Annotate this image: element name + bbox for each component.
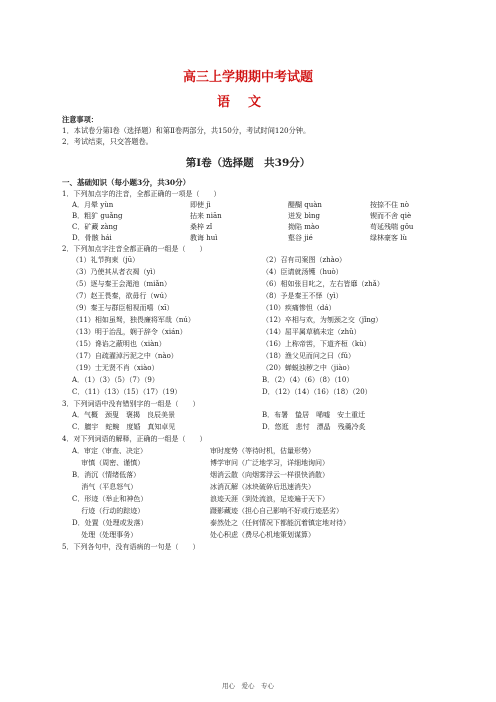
- notes-item: 1．本试卷分第Ⅰ卷（选择题）和第Ⅱ卷两部分，共150分，考试时间120分钟。: [62, 126, 311, 135]
- term-cell: B．消沉（情绪低落）: [72, 471, 141, 479]
- term-cell: A．审定（审查、决定）: [72, 447, 148, 455]
- item-cell: （11）相如虽驽，独畏廉将军哉（nú）: [72, 316, 195, 324]
- question-5-stem: 5．下列各句中，没有语病的一句是（ ）: [62, 543, 200, 551]
- question-4-stem: 4．对下列词语的解释，正确的一组是（ ）: [62, 435, 207, 443]
- option-cell: 教诲 huì: [190, 234, 218, 242]
- item-cell: （4）臣请就汤镬（huò）: [262, 268, 343, 276]
- option-cell: A．月晕 yùn: [72, 201, 114, 209]
- item-cell: （6）相如张目叱之，左右皆靡（zhǎ）: [262, 280, 384, 288]
- term-cell: 消气（平息怒气）: [72, 483, 138, 491]
- option-cell: 拗陷 mào: [288, 223, 320, 231]
- definition-cell: 处心积虑（费尽心机地策划谋算）: [210, 531, 315, 539]
- term-cell: 审慎（周密、谨慎）: [72, 459, 145, 467]
- option-cell: 拈来 niān: [190, 212, 222, 220]
- option-cell: 迸发 bìng: [288, 212, 320, 220]
- answer-option: B．（2）（4）（6）（8）（10）: [262, 376, 354, 384]
- item-cell: （5）逐与秦王会渑池（miǎn）: [72, 280, 172, 288]
- item-cell: （10）疾痛惨怛（dá）: [262, 304, 336, 312]
- part-one-heading: 第Ⅰ卷（选择题 共39分）: [185, 157, 311, 169]
- definition-cell: 烟消云散（向烟雾浮云一样很快消散）: [210, 471, 329, 479]
- definition-cell: 审时度势（等待时机，估量形势）: [210, 447, 315, 455]
- term-cell: 行迹（行动的踪迹）: [72, 507, 145, 515]
- question-1-stem: 1．下列加点字的注音，全都正确的一项是（ ）: [62, 190, 221, 198]
- term-cell: D．处置（处理或发落）: [72, 519, 148, 527]
- definition-cell: 蹑影藏迹（担心自己影响不好或行迹恶劣）: [210, 507, 343, 515]
- page-footer: 用心 爱心 专心: [222, 682, 274, 690]
- term-cell: 处理（处理事务）: [72, 531, 138, 539]
- option-cell: B．布署 蛰居 唏嘘 安土重迁: [262, 411, 366, 419]
- item-cell: （19）士无贤不肖（xiào）: [72, 364, 159, 372]
- option-cell: 绿林豪客 lù: [370, 234, 407, 242]
- item-cell: （17）自疏濯淖污泥之中（nào）: [72, 352, 178, 360]
- option-cell: 即使 jì: [190, 201, 211, 209]
- option-cell: B．粗犷 guǎng: [72, 212, 123, 220]
- option-cell: 壑谷 jié: [288, 234, 313, 242]
- option-cell: C．矿藏 zàng: [72, 223, 118, 231]
- option-cell: A．气概 颈叟 褒揭 良辰美景: [72, 411, 176, 419]
- question-3-stem: 3．下列词语中没有错别字的一组是（ ）: [62, 400, 200, 408]
- item-cell: （14）屈平属草稿未定（zhǔ）: [262, 328, 361, 336]
- item-cell: （9）秦王与群臣相视而嘻（xī）: [72, 304, 174, 312]
- item-cell: （13）明于治乱，娴于辞令（xián）: [72, 328, 187, 336]
- subject-title: 语文: [216, 95, 279, 110]
- option-cell: 按捺不住 nò: [370, 201, 409, 209]
- notes-heading: 注意事项：: [62, 115, 98, 124]
- item-cell: （2）召有司案图（zhào）: [262, 256, 347, 264]
- item-cell: （7）赵王畏秦，欲毋行（wú）: [72, 292, 171, 300]
- section-one-heading: 一、基础知识（每小题3分，共30分）: [62, 178, 191, 187]
- option-cell: D．骨骸 hái: [72, 234, 112, 242]
- item-cell: （3）乃使其从者衣褐（yì）: [72, 268, 160, 276]
- definition-cell: 博学审问（广泛地学习，详细地询问）: [210, 459, 329, 467]
- item-cell: （18）渔父见而问之曰（fǔ）: [262, 352, 356, 360]
- answer-option: D．（12）（14）（16）（18）（20）: [262, 388, 372, 396]
- item-cell: （12）卒相与欢，为刎颈之交（jǐng）: [262, 316, 383, 324]
- question-2-stem: 2．下列加点字注音全都正确的一组是（ ）: [62, 245, 207, 253]
- notes-item: 2．考试结束，只交答题卷。: [62, 137, 153, 146]
- option-cell: C．膻宇 蛇蜿 度婚 真知卓见: [72, 423, 176, 431]
- definition-cell: 浪迹天涯（到处流浪，足迹遍于天下）: [210, 495, 329, 503]
- answer-option: A．（1）（3）（5）（7）（9）: [72, 376, 159, 384]
- option-cell: 锲而不舍 qiè: [370, 212, 412, 220]
- notes-block: [62, 114, 310, 147]
- option-cell: 苟延残喘 gǒu: [370, 223, 414, 231]
- option-cell: D．悠逛 悲忖 漂晶 残羹冷炙: [262, 423, 366, 431]
- answer-option: C．（11）（13）（15）（17）（19）: [72, 388, 182, 396]
- definition-cell: 冰消瓦解（冰块破碎后迅速消失）: [210, 483, 315, 491]
- definition-cell: 泰然处之（任何情况下都能沉着镇定地对待）: [210, 519, 350, 527]
- item-cell: （20）蝉蜕浊秽之中（jiào）: [262, 364, 354, 372]
- item-cell: （16）上称帝喾，下道齐桓（kù）: [262, 340, 371, 348]
- page-title: 高三上学期期中考试题: [182, 70, 313, 85]
- option-cell: 桑梓 zǐ: [190, 223, 213, 231]
- term-cell: C．形迹（举止和神色）: [72, 495, 148, 503]
- option-cell: 醍醐 quàn: [288, 201, 322, 209]
- item-cell: （1）礼节拘束（jū）: [72, 256, 140, 264]
- item-cell: （15）谗谄之蔽明也（xiàn）: [72, 340, 166, 348]
- item-cell: （8）予是秦王不怿（yì）: [262, 292, 343, 300]
